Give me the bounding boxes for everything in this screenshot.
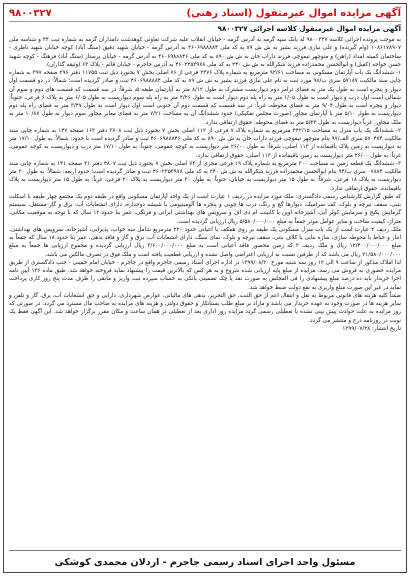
- notice-title: آگهی مزایده اموال غیرمنقول (اسناد رهنی): [186, 8, 401, 19]
- notice-paragraph: لذا املاک مذکور از ساعت ۹ الی ۱۲ روز سه شنبه مورخ ۱۳۹۹/۰۸/۲۰ در اداره اجرای اسناد رسمی جاجرم واقع در جاجرم - خیابان امام خمینی - جنب دادگستری از طریق مزایده حضوری به فروش می رسد. مزایده از مبلغ پایه ارزیابی شده شروع و به هر کس که بالاترین قیمت را پیشنهاد نماید فروخته خواهد شد. طبق ماده ۱۳۶ آیین نامه اجرا خریدار باید ده درصد مبلغ پیشنهادی را فی المجلس به صورت نقد یا چک تضمینی بانکی به حساب سپرده ثبت واریز و مابقی را ظرف مدت پنج روز کاری پرداخت نماید در غیر این صورت مبلغ واریزی به نفع دولت ضبط خواهد شد.: [9, 259, 401, 291]
- notice-paragraph: ۱- ششدانگ یک باب آپارتمان مسکونی به مساحت ۹۲/۶۱ مترمربع به شماره پلاک ۲۳۷۶ فرعی از ۷۶ اصلی بخش ۷ بجنورد ذیل ثبت ۱۱۷۵۵ دفتر ۳۹۶ صفحه ۳۹۷ به شماره چاپی سند مالکیت ۵۷۱۸۷ سری ب/۹۸ مورد ثبت به نام علی نیازی فرزند بشیر به ش ش ۸۹ به کد ملی ۴۶۰۶۹۸۸۸۸۴ ثبت و صادر گردیده است؛ شمالاً: در دو قسمت اول دیوار و پنجره است به طول یک متر به فضای ترامر دوم دیواریست مشترک به طول ۸/۱۲ متر به آپارتمان طبقه ۵، شرقاً: در سه قسمت که قسمت های دوم و سوم آن شمالی است اول درب و دیوار است به طول ۱/۰۵ متر به راه پله دوم دیوار است به طول ۳/۲۶ متر به راه پله سوم دیواریست به طول ۶/۰۵ متر به پلاک ۶ فرعی، جنوباً: دیوار و پنجره است به طول ۹/۰۴ متر به فضای محوطه، غرباً: در سه قسمت که قسمت دوم آن جنوبی است اول دیوار است به طول ۳/۴۷ متر به فضای راه پله دوم دیواریست به طول ۵/۱۰ متر با آپارتمان مجاور (صورت مجلس تفکیکی) حدود ششدانگ آن به مساحت ۷/۲۱ متر به فضای معابر مجاور سوم دیوار به طول ۱۰/۸۷ متر به ملک مجاور. غرباً دیواریست به طول ۵/۲۳ متر به فضای محوطه. حقوق ارتفاقی ندارد.: [9, 70, 401, 126]
- notice-paragraph: ملک ردیف ۲ عبارت است از یک باب منزل مسکونی یک طبقه بر روی همکف با اعیانی حدود ۲۲۰ مترمربع شامل سه خواب، پذیرایی، آشپزخانه، سرویس های بهداشتی، انبار و حیاط با محوطه سازی، سازه بنایی با کلاف بتنی، سقف تیرچه و بلوک، نمای سنگ، دارای انشعابات آب، برق و گاز و فاقد بدهی، عمر بنا حدود ۱۸ سال که جمعاً به مبلغ ۱۲/۴۰۰/۰۰۰/۰۰۰ ریال و ملک ردیف ۳ که زمین محصور فاقد اعیانی است به مبلغ ۳/۶۰۰/۰۰۰/۰۰۰ ریال ارزیابی گردیده و مجموع ارزیابی ها جمعاً به مبلغ ۲۱/۵۸۰/۰۰۰/۰۰۰ ریال می باشد که از طرفین نسبت به ارزیابی اعتراضی واصل نشده و ارزیابی قطعیت یافته است و ملک فوق در تصرف مالکین می باشد.: [9, 226, 401, 258]
- notice-signature: مسئول واحد اجرای اسناد رسمی جاجرم - اردلان محمدی کوشکی: [9, 550, 401, 568]
- notice-ref-number: ۹۸۰۰۳۲۷: [9, 8, 52, 19]
- notice-paragraph: تاریخ انتشار: ۱۳۹۹/۰۷/۲۸: [342, 325, 401, 332]
- notice-body: [9, 36, 401, 522]
- notice-paragraph: که طبق گزارش کارشناس رسمی دادگستری: ملک مورد مزایده در ردیف ۱ عبارت است از یک واحد آپارتمان مسکونی واقع در طبقه دوم یک مجتمع چهار طبقه با اسکلت بتنی، سقف تیرچه و بلوک، کف سرامیک، دیوارها گچ و رنگ، درب ها چوبی و پنجره ها آلومینیومی با شیشه دوجداره، دارای انشعابات آب، برق و گاز مستقل، سیستم گرمایش پکیج و سرمایش کولر آبی، آشپزخانه اوپن با کابینت ام دی اف و سرویس های بهداشتی ایرانی و فرنگی، عمر بنا حدود ۱۲ سال که با توجه به موقعیت مکانی، متراژ، کیفیت ساخت و سایر عوامل موثر جمعاً به مبلغ ۵/۵۸۰/۰۰۰/۰۰۰ ریال ارزیابی گردیده است.: [9, 193, 401, 225]
- auction-notice: [3, 3, 407, 573]
- notice-paragraph: ۳- ششدانگ یک قطعه زمین به مساحت ۳۰۰ مترمربع به شماره پلاک ۱۹ فرعی مجزی از ۷۴ اصلی بخش ۷ بجنورد ذیل ثبت ۴۸۰۷ دفتر ۳۱ صفحه ۱۳۱ به شماره چاپی سند مالکیت ۰۷۸۸۴ سری ب/۹۴ بنام ابوالحسن محمدزاده فرزند شکرالله به ش ش ۲۴۰ به کد ملی ۴۶۰۲۲۵۳۹۷۸ ثبت و صادر گردیده است؛ حدود اربعه: شمالاً: به طول ۲۰ متر دیواریست به پلاک ۱۸ فرعی، شرقاً: به طول ۱۵ متر دیواریست به خیابان، جنوباً: به طول ۲۰ متر دیواریست به پلاک ۲۰ فرعی، غرباً: به طول ۱۵ متر دیواریست به پلاک باقیمانده. حقوق ارتفاقی ندارد.: [9, 160, 401, 192]
- notice-paragraph: به موجب پرونده اجرائی کلاسه ۹۸۰۰۳۲۷ له بانک سپه گرمه به آدرس گرمه - خیابان انقلاب علیه شرکت تعاونی کوهدشت دامداران گرمه به شماره ثبت ۴۴ و شناسه ملی ۱۰۸۶۱۷۸۹۰۷ (وام گیرنده) و علی نیازی فرزند بشیر به ش ش ۸۹ به کد ملی ۴۶۰۶۹۸۸۸۸۴ به آدرس گرمه - خیابان شهید دقیق (سنگ آباد) کوچه خیابان شهید ناظری - ساختمان کمیته امداد (راهن) و منوچهر تیموچی فرزند داراب خان به ش ش ۸۹۰ به کد ملی ۴۶۰۶۹۸۸۸۴۶ به آدرس گرمه - خیابان پرستار (سنگ آباد) فرهنگ - کوچه شهید حسن خواجه (کفیل) و ابوالحسن محمدزاده فرزند شکرالله به ش ش ۲۴۰ به کد ملی ۴۶۰۲۲۵۳۹۷۸ به آدرس جاجرم - خیابان قائم - پلاک ۶۳ (وثیقه گذاران).: [9, 37, 401, 68]
- notice-paragraph: ۲- ششدانگ یک باب منزل به مساحت ۴۴۲/۱۵ مترمربع به شماره پلاک ۷ فرعی از ۱۱۳ اصلی بخش ۷ بجنورد ذیل ثبت ۳۷۰۸ دفتر ۱۶۳ صفحه ۱۴۷ به شماره چاپی سند مالکیت ۵۷۰۴۷۴ سری الف/۹۷ بنام منوچهر تیموچی فرزند داراب خان به ش ش ۸۹۰ به کد ملی ۴۶۰۶۹۸۸۸۴۶ ثبت و صادر گردیده است با حدود: شمالاً: به طول ۱۷/۱۰ متر به دیواریست به زمین پلاک باقیمانده از ۱۱۳ اصلی، شرقاً: به طول ۲۶/۰۰ متر دیواریست به کوچه عمومی، جنوباً: به طول ۱۷/۱۰ متر درب و دیواریست به کوچه عمومی، غرباً: به طول ۲۶/۰۰ متر دیواریست به زمین باقیمانده از ۱۱۳ اصلی. حقوق ارتفاقی ندارد.: [9, 127, 401, 159]
- notice-header: [9, 8, 401, 22]
- notice-paragraph: ضمناً کلیه هزینه های قانونی مربوط به نقل و انتقال اعم از حق الثبت، حق التحریر، بدهی های مالیاتی، عوارض شهرداری، دارایی و حق انشعابات آب، برق، گاز و تلفن و سایر هزینه ها در صورت وجود به عهده خریدار می باشد و مازاد بر مبلغ طلب بستانکار و حقوق دولتی و هزینه های مزایده به صاحب مال مسترد می گردد. در صورتی که روز مزایده به علت حوادث پیش بینی نشده یا تعطیلی رسمی گردد مزایده روز اداری بعد از تعطیلی در همان ساعت و مکان مقرر برگزار خواهد شد. این آگهی فقط یک نوبت در روزنامه درج و منتشر می گردد.: [9, 292, 401, 324]
- notice-subtitle: آگهی مزایده اموال غیرمنقول کلاسه اجرائی ۹۸۰۰۳۲۷: [217, 25, 401, 33]
